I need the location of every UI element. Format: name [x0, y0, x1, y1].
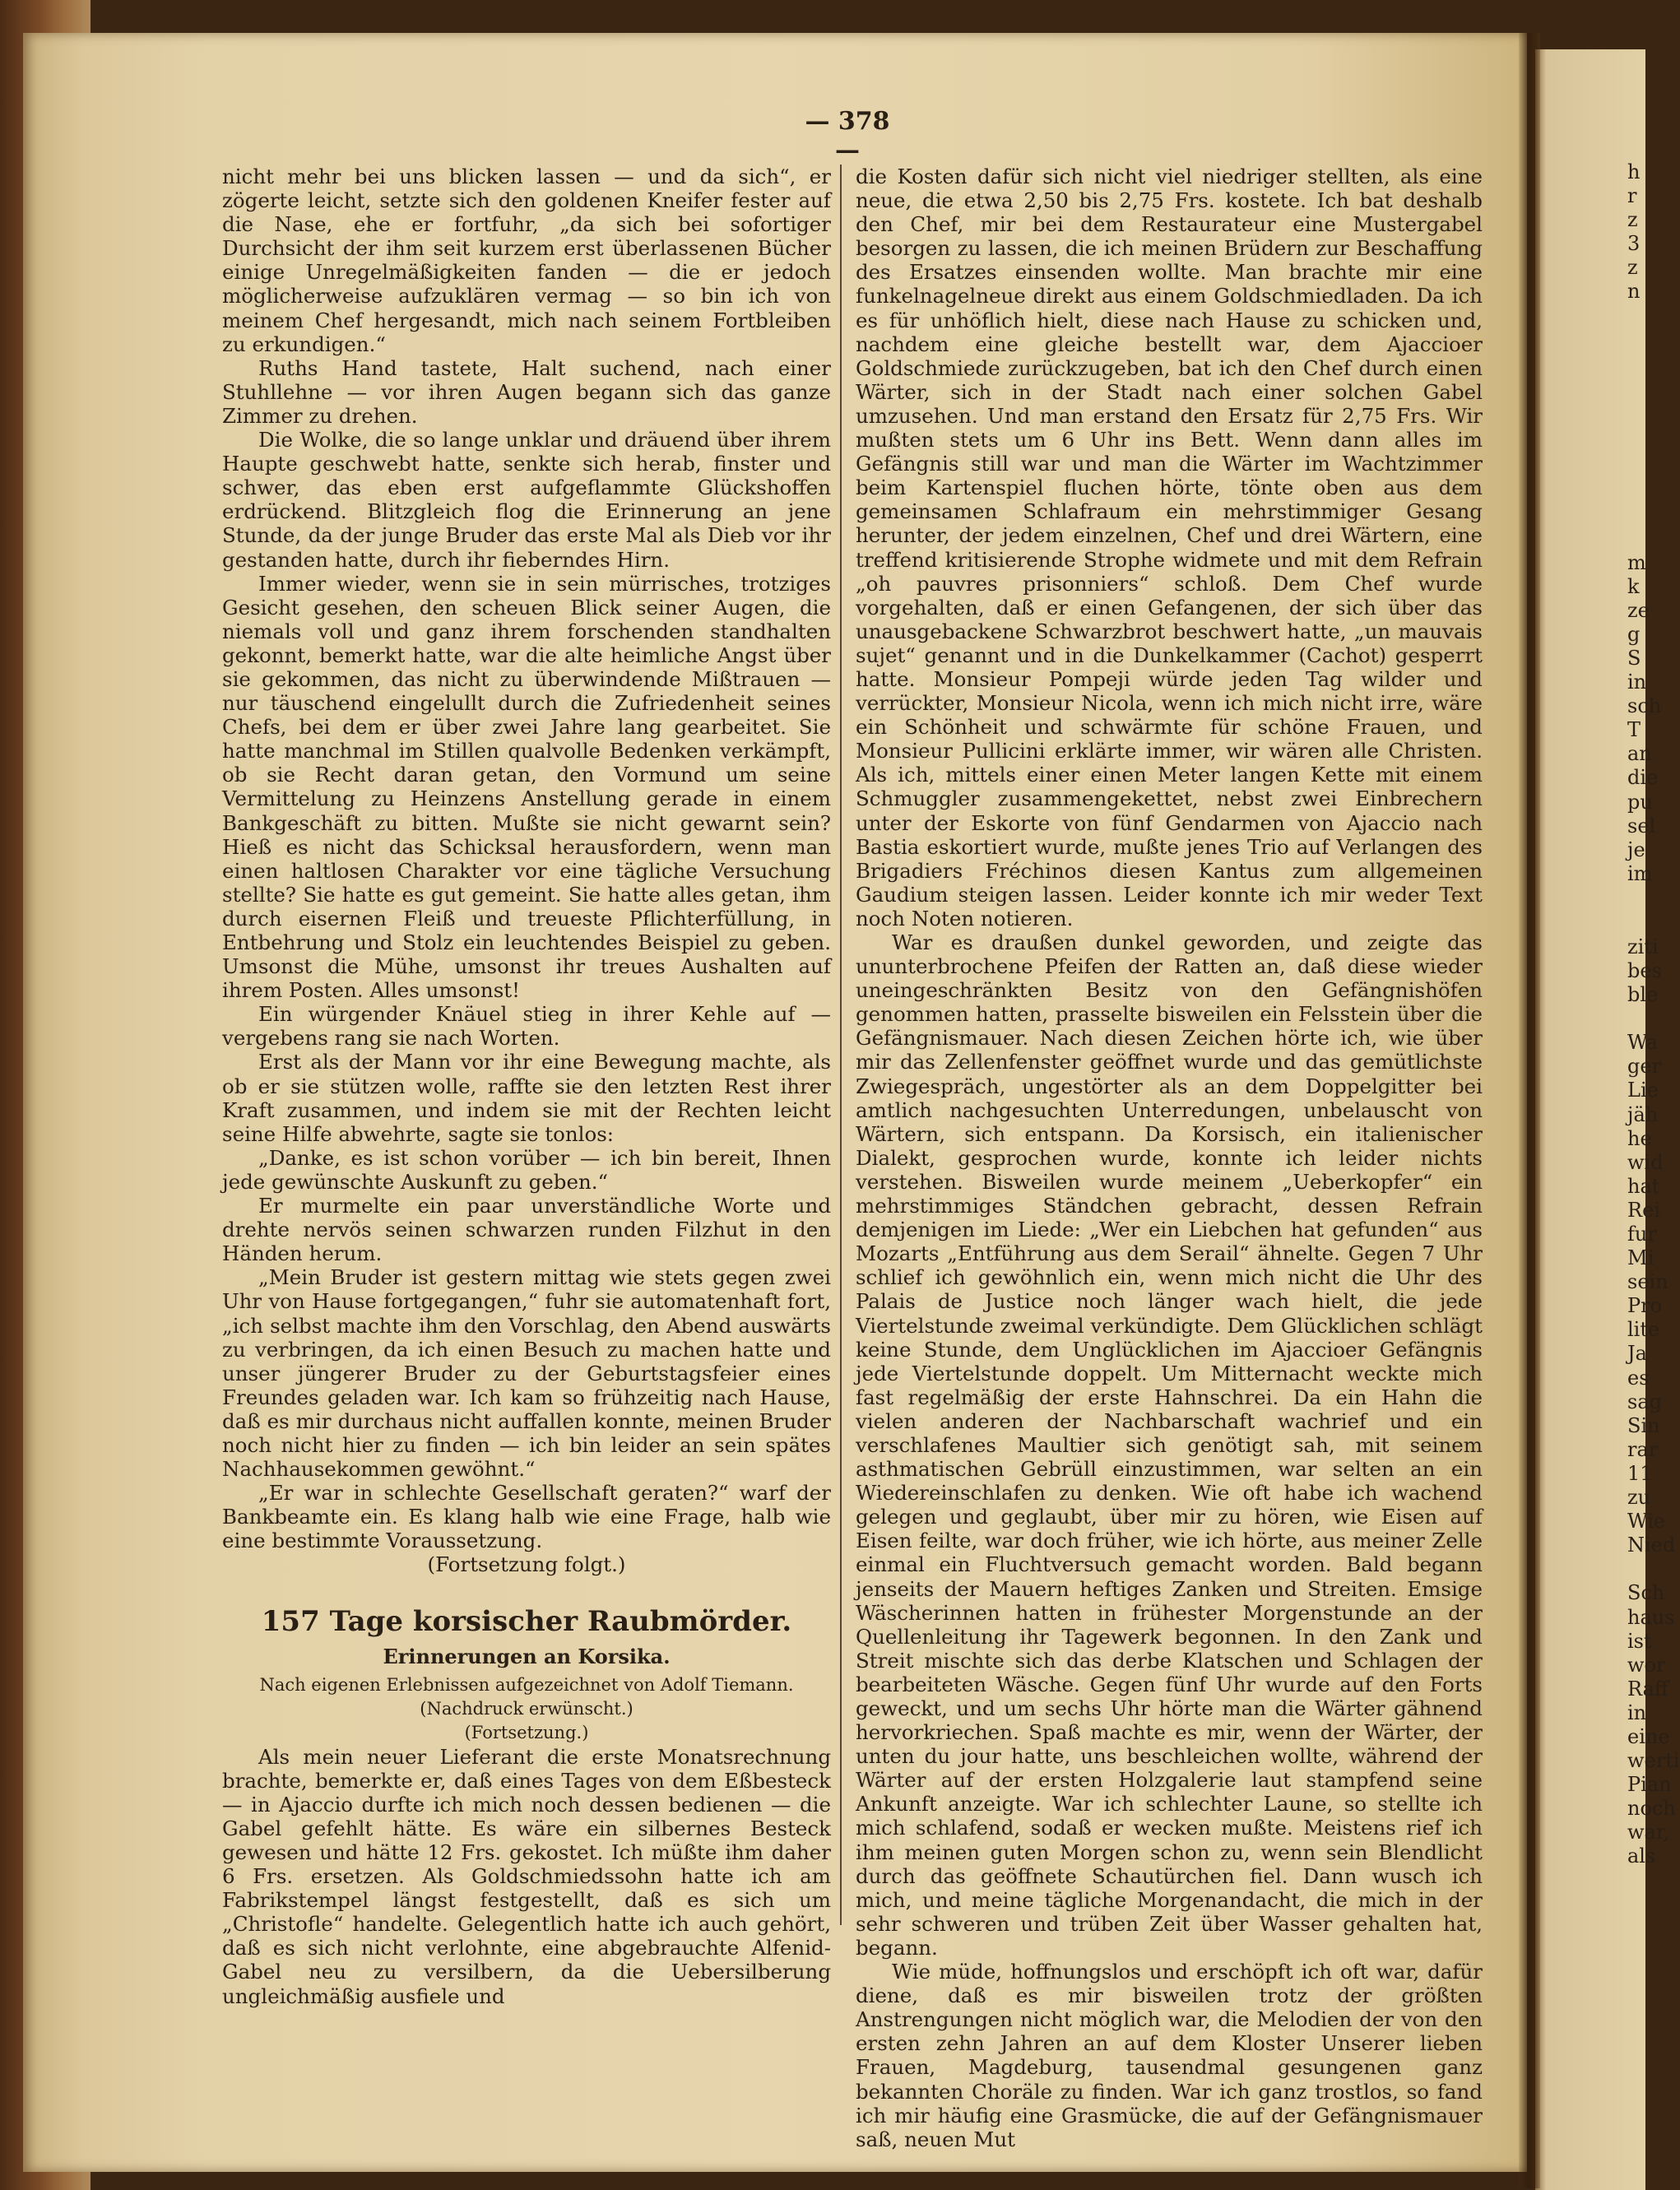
fragment-line: im	[1627, 861, 1653, 885]
paragraph: Die Wolke, die so lange unklar und dräuend über ihrem Haupte geschwebt hatte, senkte sich herab, finster und schwer, das eben erst aufgeflammte Glückshoffen erdrückend. Blitzgleich flog die Erinnerung an jene Stunde, da der junge Bruder das erste Mal als Dieb vor ihr gestanden hatte, durch ihr fieberndes Hirn.	[222, 428, 831, 572]
fragment-line: ist	[1627, 1629, 1652, 1653]
fragment-line: z	[1627, 208, 1638, 232]
fragment-line: jäh	[1627, 1102, 1659, 1126]
fragment-line: sag	[1627, 1390, 1662, 1413]
fragment-line: es	[1627, 1366, 1650, 1390]
article-continuation: (Fortsetzung.)	[464, 1722, 589, 1742]
paragraph: Immer wieder, wenn sie in sein mürrisches, trotziges Gesicht gesehen, den scheuen Blick seiner Augen, die niemals voll und ganz ihrem forschenden standhalten gekonnt, bemerkt hatte, war die alte heimliche Angst über sie gekommen, das nicht zu überwindende Mißtrauen — nur täuschend eingelullt durch die Zufriedenheit seines Chefs, bei dem er über zwei Jahre lang gearbeitet. Sie hatte manchmal im Stillen qualvolle Bedenken verkämpft, ob sie Recht daran getan, den Vormund um seine Vermittelung zu Heinzens Anstellung gerade in einem Bankgeschäft zu bitten. Mußte sie nicht gewarnt sein? Hieß es nicht das Schicksal herausfordern, wenn man einen haltlosen Charakter vor eine tägliche Versuchung stellte? Sie hatte es gut gemeint. Sie hatte alles getan, ihm durch eisernen Fleiß und treueste Pflichterfüllung, in Entbehrung und Stolz ein leuchtendes Beispiel zu geben. Umsonst die Mühe, umsonst ihr treues Aushalten auf ihrem Posten. Alles umsonst!	[222, 571, 831, 1003]
fragment-line: Lie	[1627, 1079, 1659, 1102]
gutter-shadow	[1519, 33, 1540, 2188]
paragraph: Wie müde, hoffnungslos und erschöpft ich oft war, dafür diene, daß es mir bisweilen trotz der größten Anstrengungen nicht möglich war, die Melodien der von den ersten zehn Jahren an auf dem Kloster Unserer lieben Frauen, Magdeburg, tausendmal gesungenen ganz bekannten Choräle zu finden. War ich ganz trostlos, so fand ich mir häufig eine Grasmücke, die auf der Gefängnismauer saß, neuen Mut	[856, 1960, 1483, 2151]
page-number: — 378 —	[805, 107, 890, 165]
paragraph: Erst als der Mann vor ihr eine Bewegung machte, als ob er sie stützen wolle, raffte sie den letzten Rest ihrer Kraft zusammen, und indem sie mit der Rechten leicht seine Hilfe abwehrte, sagte sie tonlos:	[222, 1050, 831, 1146]
article-subtitle: Erinnerungen an Korsika.	[383, 1644, 671, 1668]
fragment-line: Ja	[1627, 1342, 1647, 1366]
fragment-line: haus	[1627, 1605, 1675, 1629]
fragment-line: Wie	[1627, 1510, 1666, 1533]
paragraph: Ruths Hand tastete, Halt suchend, nach einer Stuhllehne — vor ihren Augen begann sich das ganze Zimmer zu drehen.	[222, 355, 831, 428]
fragment-line: ger	[1627, 1055, 1662, 1079]
fragment-line: he	[1627, 1126, 1652, 1150]
fragment-line: Pian	[1627, 1773, 1672, 1797]
fragment-line: pu	[1627, 790, 1653, 814]
fragment-line: ze	[1627, 598, 1650, 622]
fragment-line: ble	[1627, 983, 1659, 1007]
fragment-line: lite	[1627, 1318, 1660, 1342]
fragment-line: m	[1627, 550, 1646, 574]
fragment-line	[1627, 1557, 1652, 1581]
reprint-note: (Nachdruck erwünscht.)	[420, 1698, 633, 1719]
fragment-line: an	[1627, 742, 1652, 766]
fragment-line: ziti	[1627, 935, 1659, 958]
fragment-line: 3	[1627, 232, 1641, 256]
fragment-line: hat	[1627, 1174, 1660, 1198]
fragment-line: h	[1627, 160, 1641, 183]
fragment-line: sel	[1627, 814, 1656, 837]
fragment-line: Wa	[1627, 1031, 1658, 1055]
fragment-line: Sch	[1627, 1581, 1665, 1605]
fragment-line: noch	[1627, 1797, 1676, 1821]
fragment-line: wid	[1627, 1150, 1664, 1174]
fragment-line: zu	[1627, 1486, 1651, 1510]
fragment-line: Mi	[1627, 1246, 1654, 1270]
fragment-line: n	[1627, 280, 1641, 304]
fragment-line: k	[1627, 574, 1640, 598]
paragraph: „Danke, es ist schon vorüber — ich bin bereit, Ihnen jede gewünschte Auskunft zu geben.“	[222, 1145, 831, 1194]
fragment-line: in	[1627, 1700, 1647, 1724]
fragment-line: z	[1627, 256, 1638, 280]
fragment-line: Pro	[1627, 1294, 1663, 1318]
fragment-line: in	[1627, 670, 1647, 694]
fragment-line: die	[1627, 766, 1659, 790]
fragment-line: je	[1627, 837, 1645, 861]
next-page-fragments	[1627, 160, 1680, 1869]
fragment-line: eine	[1627, 1724, 1670, 1748]
fragment-line: wor	[1627, 1653, 1666, 1677]
paragraph: Ein würgender Knäuel stieg in ihrer Kehle auf — vergebens rang sie nach Worten.	[222, 1002, 831, 1051]
fragment-line: werti	[1627, 1749, 1680, 1773]
column-rule	[840, 165, 842, 1925]
paragraph: Er murmelte ein paar unverständliche Worte und drehte nervös seinen schwarzen runden Filzhut in den Händen herum.	[222, 1194, 831, 1266]
fragment-line	[1627, 1007, 1652, 1031]
fragment-line: fur	[1627, 1223, 1657, 1246]
fragment-line: Nied	[1627, 1533, 1676, 1557]
fragment-line: Raff	[1627, 1677, 1668, 1700]
article-headline: 157 Tage korsischer Raubmörder.	[261, 1604, 792, 1638]
fragment-line: sein	[1627, 1270, 1668, 1294]
paragraph: nicht mehr bei uns blicken lassen — und da sich“, er zögerte leicht, setzte sich den goldenen Kneifer fester auf die Nase, ehe er fortfuhr, „da sich bei sofortiger Durchsicht der ihm seit kurzem erst überlassenen Bücher einige Unregelmäßigkeiten fanden — die er jedoch möglicherweise aufzuklären vermag — so bin ich von meinem Chef hergesandt, mich nach seinem Fortbleiben zu erkundigen.“	[222, 165, 831, 356]
right-column	[856, 165, 1483, 2151]
fragment-line: Rei	[1627, 1198, 1660, 1222]
left-column	[222, 165, 831, 2008]
fragment-line: S	[1627, 646, 1641, 670]
fragment-line: T	[1627, 718, 1641, 742]
paragraph: War es draußen dunkel geworden, und zeigte das ununterbrochene Pfeifen der Ratten an, daß diese wieder uneingeschränkten Besitz von den Gefängnishöfen genommen hatten, prasselte bisweilen ein Felsstein über die Gefängnismauer. Nach diesen Zeichen hörte ich, wie über mir das Zellenfenster geöffnet wurde und das gemütlichste Zwiegespräch, ungestörter als an dem Doppelgitter bei amtlich nachgesuchten Unterredungen, unbelauscht von Wärtern, sich entspann. Da Korsisch, ein italienischer Dialekt, gesprochen wurde, konnte ich leider nichts verstehen. Bisweilen wurde meinem „Ueberkopfer“ ein mehrstimmiges Ständchen gebracht, dessen Refrain demjenigen im Liede: „Wer ein Liebchen hat gefunden“ aus Mozarts „Entführung aus dem Serail“ ähnelte. Gegen 7 Uhr schlief ich gewöhnlich ein, wenn mich nicht die Uhr des Palais de Justice noch länger wach hielt, die jede Viertelstunde zweimal verkündigte. Dem Glücklichen schlägt keine Stunde, dem Unglücklichen im Ajaccioer Gefängnis jede Viertelstunde doppelt. Um Mitternacht weckte mich fast regelmäßig der erste Hahnschrei. Da ein Hahn die vielen anderen der Nachbarschaft wachrief und ein verschlafenes Maultier sich genötigt sah, mit seinem asthmatischen Gebrüll einzustimmen, war selten an ein Wiedereinschlafen zu denken. Wie oft habe ich wachend gelegen und geglaubt, über mir zu hören, wie Eisen auf Eisen feilte, war doch früher, wie ich hörte, aus meiner Zelle einmal ein Fluchtversuch gemacht worden. Bald begann jenseits der Mauern heftiges Zanken und Streiten. Emsige Wäscherinnen hatten in frühester Morgenstunde an der Quellenleitung ihr Tagewerk begonnen. In den Zank und Streit mischte sich das derbe Klatschen und Schlagen der bearbeiteten Wäsche. Gegen fünf Uhr wurde auf den Forts geweckt, und um sechs Uhr hörte man die Wärter gähnend hervorkriechen. Spaß machte es mir, wenn der Wärter, der unten du jour hatte, uns beschleichen wollte, während der Wärter auf der ersten Holzgalerie laut stampfend seine Ankunft anzeigte. War ich schlechter Laune, so stellte ich mich schlafend, sodaß er wecken mußte. Meistens rief ich ihm meinen guten Morgen schon zu, wenn sein Blendlicht durch das geöffnete Schautürchen fiel. Dann wusch ich mich, und meine tägliche Morgenandacht, die mich in der sehr schweren und trüben Zeit über Wasser gehalten hat, begann.	[856, 930, 1483, 1960]
fragment-line: Sin	[1627, 1413, 1660, 1437]
fragment-line: g	[1627, 622, 1641, 646]
fragment-line: r	[1627, 184, 1637, 208]
article-byline: Nach eigenen Erlebnissen aufgezeichnet von Adolf Tiemann.	[259, 1674, 794, 1695]
fragment-line: rar	[1627, 1437, 1659, 1461]
fragment-line: war,	[1627, 1821, 1670, 1844]
paragraph: „Mein Bruder ist gestern mittag wie stets gegen zwei Uhr von Hause fortgegangen,“ fuhr sie automatenhaft fort, „ich selbst machte ihm den Vorschlag, den Abend auswärts zu verbringen, da ich einen Besuch zu machen hatte und unser jüngerer Bruder zu der Geburtstagsfeier eines Freundes geladen war. Ich kam so frühzeitig nach Hause, daß es mir durchaus nicht auffallen konnte, meinen Bruder noch nicht hier zu finden — ich bin leider an sein spätes Nachhausekommen gewöhnt.“	[222, 1265, 831, 1482]
fragment-line: bes	[1627, 958, 1662, 982]
paragraph: die Kosten dafür sich nicht viel niedriger stellten, als eine neue, die etwa 2,50 bis 2,75 Frs. kostete. Ich bat deshalb den Chef, mir bei dem Restaurateur eine Mustergabel besorgen zu lassen, die ich meinen Brüdern zur Beschaffung des Ersatzes einsenden wollte. Man brachte mir eine funkelnagelneue direkt aus einem Goldschmiedladen. Da ich es für unhöflich hielt, diese nach Hause zu schicken und, nachdem eine gleiche bestellt war, dem Ajaccioer Goldschmiede zurückzugeben, bat ich den Chef durch einen Wärter, sich in der Stadt nach einer solchen Gabel umzusehen. Und man erstand den Ersatz für 2,75 Frs. Wir mußten stets um 6 Uhr ins Bett. Wenn dann alles im Gefängnis still war und man die Wärter im Wachtzimmer beim Kartenspiel fluchen hörte, tönte oben aus dem gemeinsamen Schlafraum ein mehrstimmiger Gesang herunter, der jedem einzelnen, Chef und drei Wärtern, eine treffend kritisierende Strophe widmete und mit dem Refrain „oh pauvres prisonniers“ schloß. Dem Chef wurde vorgehalten, daß er einen Gefangenen, der sich über das unausgebackene Schwarzbrot beschwert hatte, „un mauvais sujet“ genannt und in die Dunkelkammer (Cachot) gesperrt hatte. Monsieur Pompeji würde jeden Tag wilder und verrückter, Monsieur Nicola, wenn ich mich nicht irre, wäre ein Schönheit und schwärmte für schöne Frauen, und Monsieur Pullicini erklärte immer, wir wären alle Christen. Als ich, mittels einer einen Meter langen Kette mit einem Schmuggler zusammengekettet, nebst zwei Einbrechern unter der Eskorte von fünf Gendarmen von Ajaccio nach Bastia eskortiert wurde, mußte jenes Trio auf Verlangen des Brigadiers Fréchinos diesen Kantus zum allgemeinen Gaudium steigen lassen. Leider konnte ich mir weder Text noch Noten notieren.	[856, 165, 1483, 930]
fragment-line: als	[1627, 1844, 1656, 1868]
paragraph: „Er war in schlechte Gesellschaft geraten?“ warf der Bankbeamte ein. Es klang halb wie eine Frage, halb wie eine bestimmte Voraussetzung.	[222, 1481, 831, 1553]
fragment-line: 11	[1627, 1461, 1653, 1485]
continuation-note: (Fortsetzung folgt.)	[427, 1552, 626, 1577]
fragment-line: sch	[1627, 694, 1662, 718]
paragraph: Als mein neuer Lieferant die erste Monatsrechnung brachte, bemerkte er, daß eines Tages von dem Eßbesteck — in Ajaccio durfte ich mich noch dessen bedienen — die Gabel gefehlt hätte. Es wäre ein silbernes Besteck gewesen und hätte 12 Frs. gekostet. Ich müßte ihm daher 6 Frs. ersetzen. Als Goldschmiedssohn hatte ich am Fabrikstempel längst festgestellt, daß es sich um „Christofle“ handelte. Gelegentlich hatte ich auch gehört, daß es sich nicht verlohnte, eine abgebrauchte Alfenid-Gabel neu zu versilbern, da die Uebersilberung ungleichmäßig ausfiele und	[222, 1744, 831, 2008]
